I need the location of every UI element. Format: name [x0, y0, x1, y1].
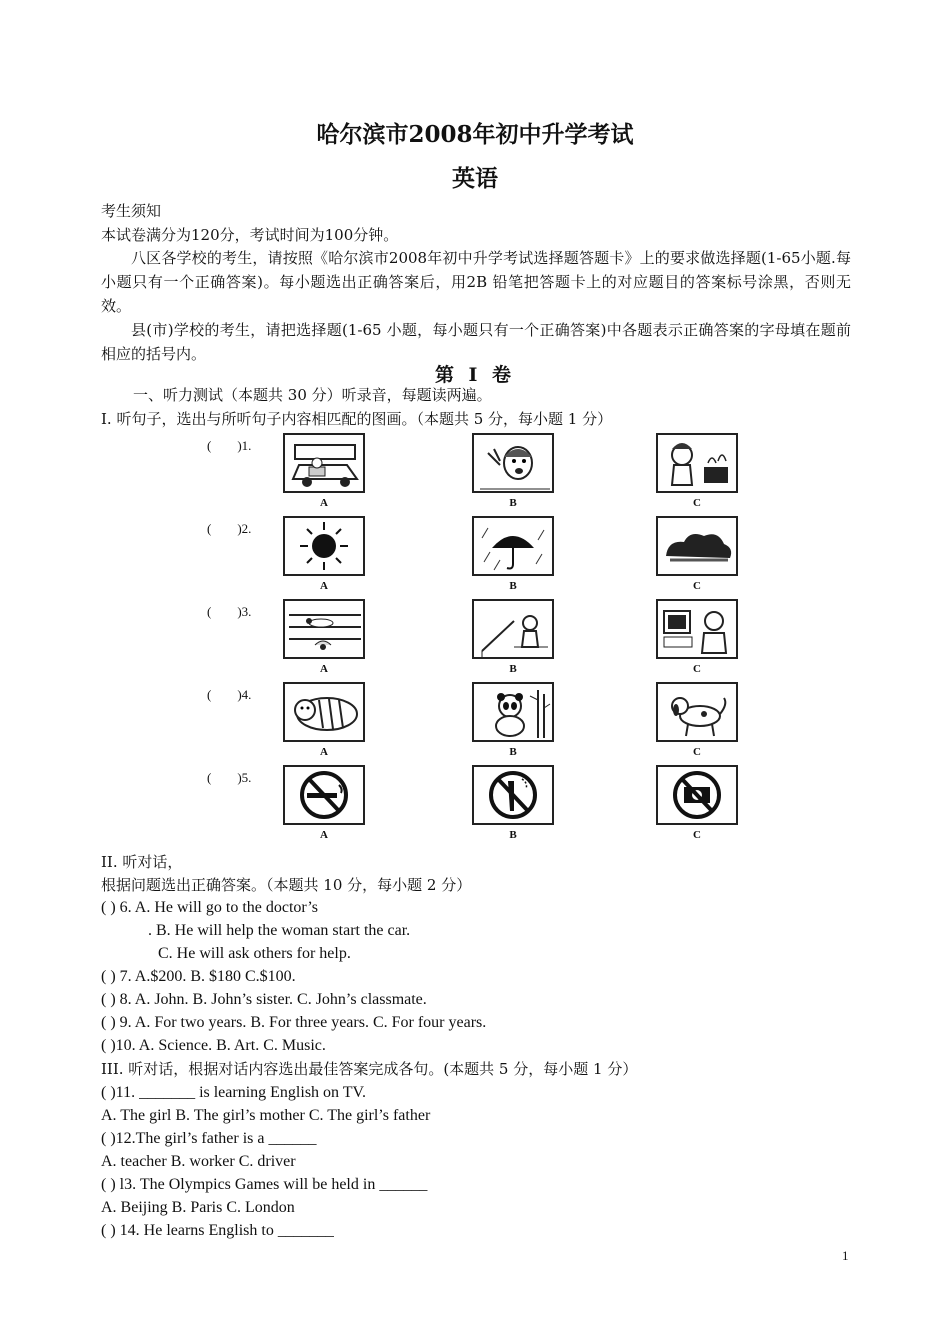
no-smoking-icon	[283, 765, 365, 825]
car-driver-icon	[283, 433, 365, 493]
picture-option-label: B	[509, 580, 517, 592]
question-7: ( ) 7. A.$200. B. $180 C.$100.	[101, 968, 296, 985]
exam-title: 哈尔滨市2008年初中升学考试	[316, 121, 634, 148]
question-6-option-c: C. He will ask others for help.	[158, 945, 351, 962]
swimming-icon	[283, 599, 365, 659]
dark-cloud-icon	[656, 516, 738, 576]
listening-intro: 一、听力测试（本题共 30 分）听录音，每题读两遍。	[133, 386, 492, 404]
question-9: ( ) 9. A. For two years. B. For three years. C. For four years.	[101, 1014, 487, 1031]
picture-option-label: B	[509, 663, 517, 675]
question-12-options: A. teacher B. worker C. driver	[101, 1153, 296, 1170]
picture-option-label: C	[693, 663, 701, 675]
no-food-icon	[472, 765, 554, 825]
girl-shouting-icon	[472, 433, 554, 493]
picture-option-label: C	[693, 829, 701, 841]
notice-line: 本试卷满分为120分，考试时间为100分钟。	[101, 226, 399, 244]
umbrella-rain-icon	[472, 516, 554, 576]
notice-paragraph: 八区各学校的考生，请按照《哈尔滨市2008年初中升学考试选择题答题卡》上的要求做选择题(1-65小题.每小题只有一个正确答案)。每小题选出正确答案后，用2B 铅笔把答题卡上的对应题目的答案标号涂黑，否则无效。	[101, 249, 851, 315]
question-14: ( ) 14. He learns English to _______	[101, 1222, 334, 1239]
part-two-instruction: 根据问题选出正确答案。（本题共 10 分，每小题 2 分）	[101, 876, 472, 894]
picture-option-label: B	[509, 829, 517, 841]
question-10: ( )10. A. Science. B. Art. C. Music.	[101, 1037, 326, 1054]
picture-option-label: A	[320, 746, 328, 758]
picture-option-label: B	[509, 746, 517, 758]
picture-option-label: C	[693, 746, 701, 758]
section-title: 第 Ⅰ 卷	[434, 364, 516, 386]
exam-subject: 英语	[452, 165, 498, 192]
picture-question-number: ( )5.	[207, 770, 252, 785]
picture-option-label: C	[693, 497, 701, 509]
picture-question-number: ( )4.	[207, 687, 252, 702]
fishing-monkey-icon	[472, 599, 554, 659]
notice-paragraph: 县(市)学校的考生，请把选择题(1-65 小题，每小题只有一个正确答案)中各题表示正确答案的字母填在题前相应的括号内。	[101, 321, 851, 363]
part-three-heading: III. 听对话，根据对话内容选出最佳答案完成各句。(本题共 5 分，每小题 1 分）	[101, 1060, 638, 1078]
sun-icon	[283, 516, 365, 576]
panda-icon	[472, 682, 554, 742]
woman-cooking-icon	[656, 433, 738, 493]
question-11-options: A. The girl B. The girl’s mother C. The girl’s father	[101, 1107, 431, 1124]
picture-option-label: B	[509, 497, 517, 509]
question-13: ( ) l3. The Olympics Games will be held in ______	[101, 1176, 428, 1193]
picture-option-label: A	[320, 829, 328, 841]
page-number: 1	[842, 1248, 849, 1263]
picture-option-label: A	[320, 580, 328, 592]
question-6: ( ) 6. A. He will go to the doctor’s	[101, 899, 319, 916]
question-6-option-b: . B. He will help the woman start the car.	[148, 922, 411, 939]
picture-option-label: A	[320, 663, 328, 675]
part-one-instruction: Ⅰ. 听句子，选出与所听句子内容相匹配的图画。（本题共 5 分，每小题 1 分）	[101, 410, 613, 428]
question-8: ( ) 8. A. John. B. John’s sister. C. John’s classmate.	[101, 991, 427, 1008]
question-11: ( )11. _______ is learning English on TV.	[101, 1084, 367, 1101]
dog-icon	[656, 682, 738, 742]
tiger-icon	[283, 682, 365, 742]
no-camera-icon	[656, 765, 738, 825]
computer-boy-icon	[656, 599, 738, 659]
picture-question-number: ( )2.	[207, 521, 252, 536]
picture-question-number: ( )3.	[207, 604, 252, 619]
question-12: ( )12.The girl’s father is a ______	[101, 1130, 317, 1147]
question-13-options: A. Beijing B. Paris C. London	[101, 1199, 295, 1216]
part-two-heading: II. 听对话，	[101, 853, 183, 871]
notice-heading: 考生须知	[101, 202, 162, 220]
picture-option-label: C	[693, 580, 701, 592]
picture-question-number: ( )1.	[207, 438, 252, 453]
picture-option-label: A	[320, 497, 328, 509]
